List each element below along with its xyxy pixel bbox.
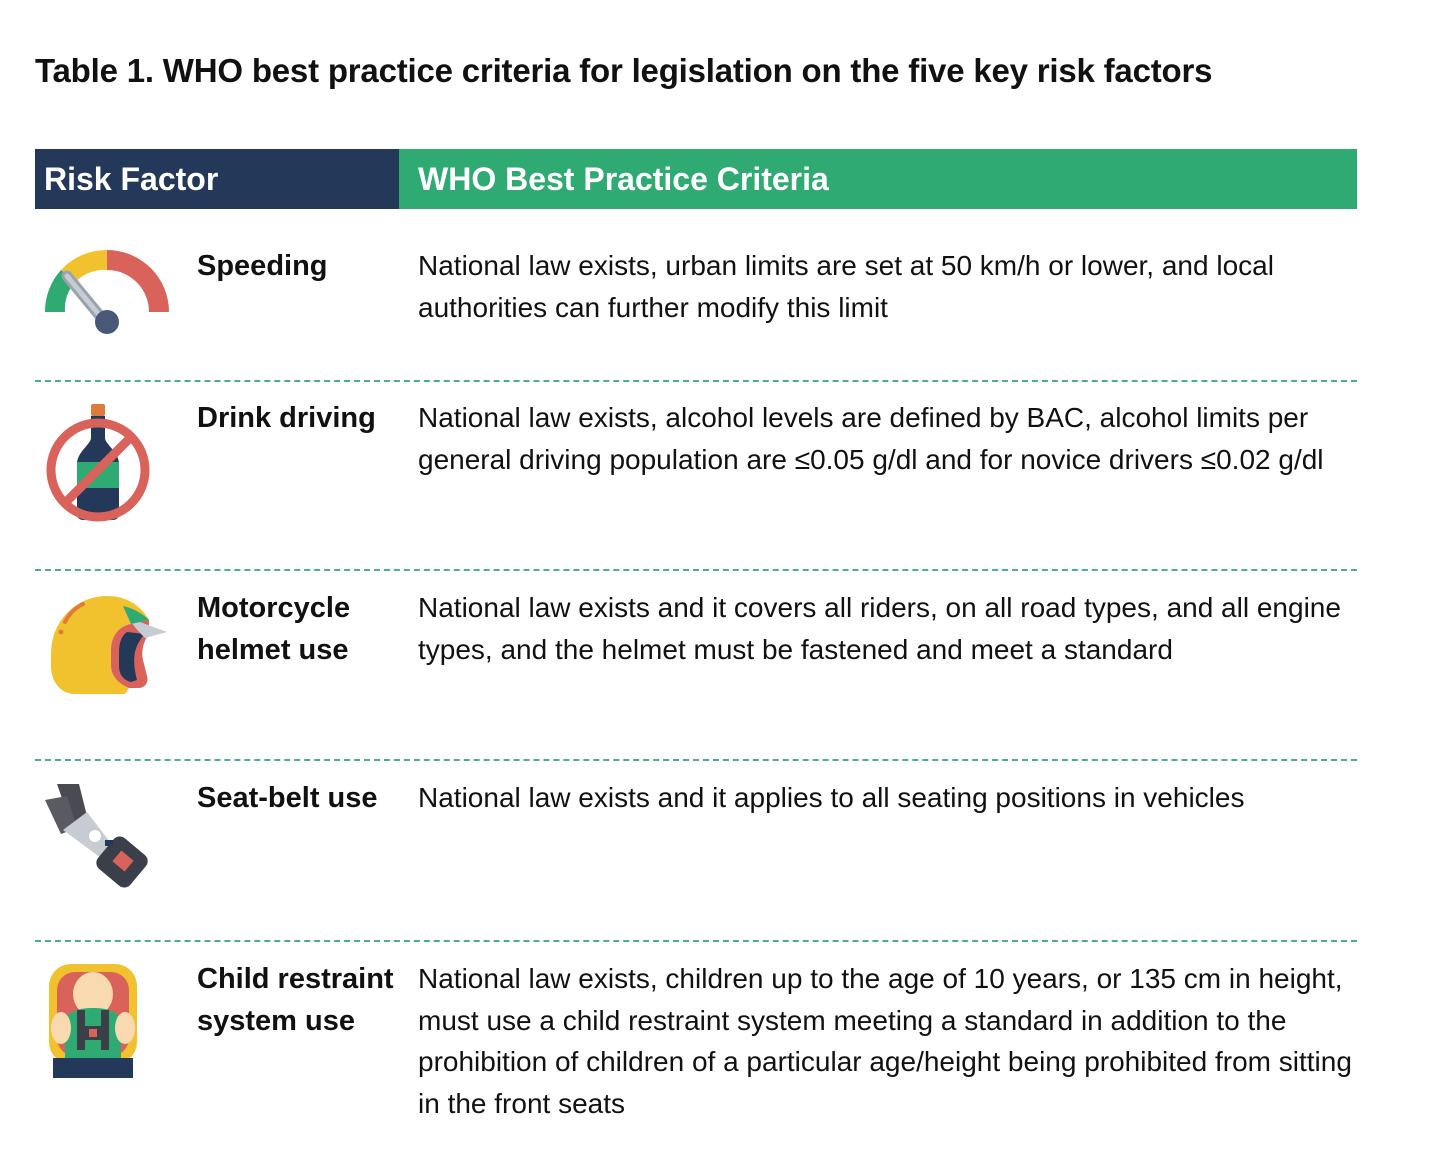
row-divider (35, 380, 1357, 382)
criteria-text: National law exists, urban limits are set at 50 km/h or lower, and local authorities can further modify this limit (418, 250, 1274, 323)
header-risk-factor: Risk Factor (35, 149, 399, 209)
table-header (35, 149, 1357, 209)
child-seat-icon (47, 962, 139, 1087)
table-title: Table 1. WHO best practice criteria for legislation on the five key risk factors (35, 52, 1213, 89)
table-row (35, 390, 1357, 565)
table-row (35, 236, 1357, 376)
criteria-text: National law exists, alcohol levels are defined by BAC, alcohol limits per general driving population are ≤0.05 g/dl and for novice drivers ≤0.02 g/dl (418, 402, 1324, 475)
header-criteria: WHO Best Practice Criteria (399, 149, 1357, 209)
speedometer-icon (43, 246, 171, 341)
no-alcohol-icon (45, 402, 153, 527)
risk-factor-label: Speeding (197, 250, 328, 282)
criteria-text: National law exists, children up to the age of 10 years, or 135 cm in height, must use a child restraint system meeting a standard in addition to the prohibition of children of a particular age/height being prohibited from sitting in the front seats (418, 963, 1352, 1119)
risk-factor-label: Seat-belt use (197, 782, 378, 814)
row-divider (35, 759, 1357, 761)
row-divider (35, 569, 1357, 571)
criteria-text: National law exists and it covers all riders, on all road types, and all engine types, and the helmet must be fastened and meet a standard (418, 592, 1341, 665)
table-row (35, 950, 1357, 1150)
seat-belt-icon (43, 782, 155, 897)
table-row (35, 770, 1357, 935)
helmet-icon (45, 592, 169, 703)
risk-factor-label: Child restraint system use (197, 963, 394, 1037)
row-divider (35, 940, 1357, 942)
table-row (35, 580, 1357, 755)
criteria-text: National law exists and it applies to all seating positions in vehicles (418, 782, 1245, 813)
risk-factor-label: Drink driving (197, 402, 376, 434)
risk-factor-label: Motorcycle helmet use (197, 592, 351, 666)
